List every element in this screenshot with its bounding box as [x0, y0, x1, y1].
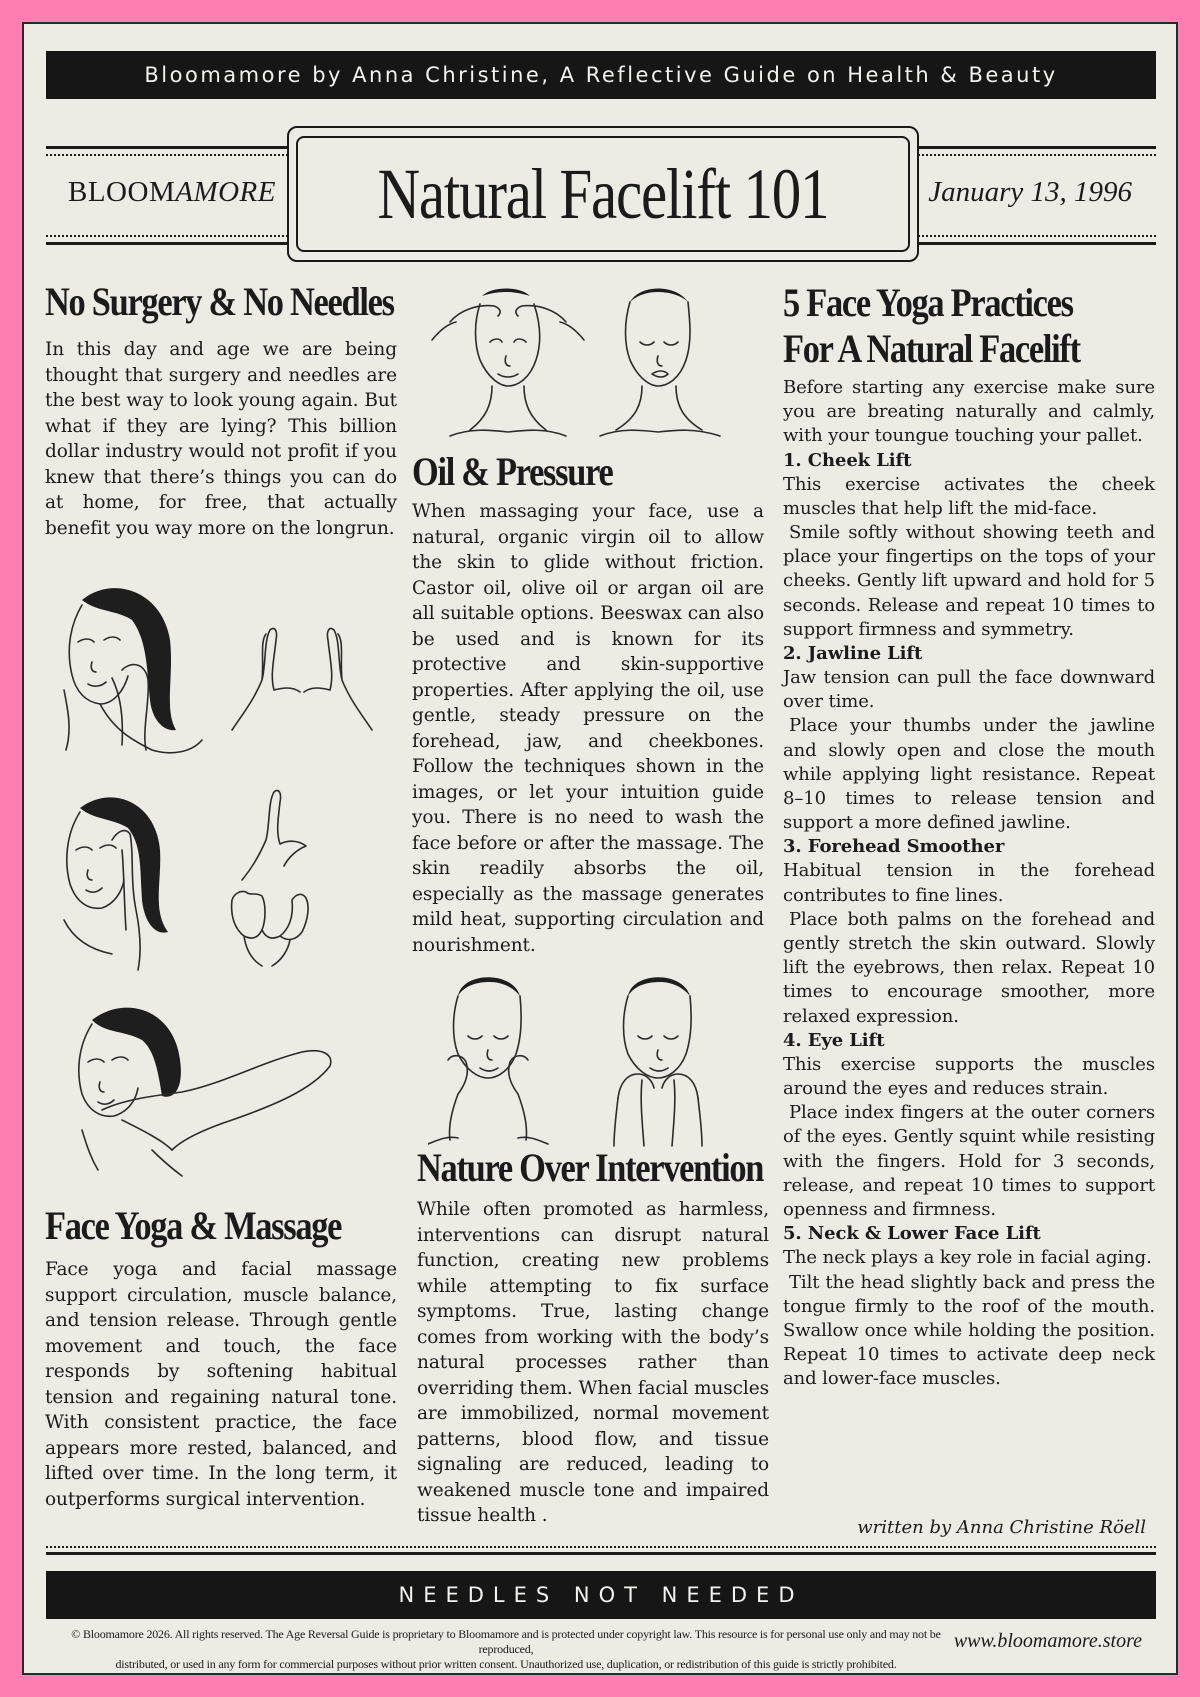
section-body: When massaging your face, use a natural, organic virgin oil to allow the skin to glide without friction. Castor oil, olive oil or argan oil are all suitable options. Beeswax can also be used and is known for its protective and skin-supportive properties. After applying the oil, use gentle, steady pressure on the forehead, jaw, and cheekbones. Follow the techniques shown in the images, or let your intuition guide you. There is no need to wash the face before or after the massage. The skin readily absorbs the oil, especially as the massage generates mild heat, supporting circulation and nourishment. — [412, 501, 764, 956]
practice-step-title: 1. Cheek Lift — [783, 449, 912, 471]
section-heading: Nature Over Intervention — [417, 1145, 764, 1190]
practice-step-instructions: Place both palms on the forehead and gently stretch the skin outward. Slowly lift the eyebrows, then relax. Repeat 10 times to encourage smoother, more relaxed expression. — [783, 908, 1155, 1027]
section-face-yoga — [45, 1203, 397, 1512]
practice-step-title: 3. Forehead Smoother — [783, 836, 1005, 858]
practice-step-purpose: This exercise activates the cheek muscles that help lift the mid-face. — [783, 473, 1155, 519]
copyright-line-1: © Bloomamore 2026. All rights reserved. The Age Reversal Guide is proprietary to Bloomamore and is protected under copyright law. This resource is for personal use only and may not be reproduced, — [71, 1627, 941, 1656]
practice-step-purpose: The neck plays a key role in facial aging. — [783, 1247, 1152, 1269]
woman-neck-stretch-illustration — [79, 1008, 331, 1176]
brand-prefix: BLOOM — [68, 176, 176, 208]
slogan-bar — [46, 1571, 1156, 1619]
woman-cheek-massage-illustration — [64, 588, 202, 753]
section-body: In this day and age we are being thought that surgery and needles are the best way to look young again. But what if they are lying? This billion dollar industry would not profit if you knew that there’s things you can do at home, for free, that actually benefit you way more on the longrun. — [45, 339, 397, 539]
section-body: While often promoted as harmless, interventions can disrupt natural function, creating new problems while attempting to fix surface symptoms. True, lasting change comes from working with the body’s natural processes rather than overriding them. When facial muscles are immobilized, normal movement patterns, blood flow, and tissue signaling are reduced, leading to weakened muscle tone and impaired tissue health . — [417, 1199, 769, 1526]
practice-step — [783, 1029, 1155, 1222]
section-nature-over-intervention — [417, 1145, 769, 1529]
section-body: Face yoga and facial massage support circulation, muscle balance, and tension release. Through gentle movement and touch, the face responds by softening habitual tension and regaining natural tone. With consistent practice, the face appears more rested, balanced, and lifted over time. In the long term, it outperforms surgical intervention. — [45, 1259, 397, 1510]
section-heading: Oil & Pressure — [412, 449, 613, 494]
brand-suffix: AMORE — [175, 176, 276, 208]
slogan-text: NEEDLES NOT NEEDED — [398, 1583, 804, 1607]
face-massage-illustrations — [52, 580, 402, 1180]
footer-solid-rule — [46, 1552, 1156, 1555]
section-heading: Face Yoga & Massage — [45, 1203, 342, 1248]
practice-step-purpose: Jaw tension can pull the face downward over time. — [783, 667, 1155, 713]
section-heading: No Surgery & No Needles — [45, 279, 394, 324]
practice-intro: Before starting any exercise make sure you are breating naturally and calmly, with your toungue touching your pallet. — [783, 377, 1155, 447]
practice-step — [783, 449, 1155, 642]
section-five-practices — [783, 280, 1155, 1392]
top-tagline-bar — [46, 51, 1156, 99]
section-no-surgery — [45, 279, 397, 541]
woman-temple-massage-illustration — [64, 797, 168, 970]
practice-step — [783, 642, 1155, 835]
copyright-line-2: distributed, or used in any form for commercial purposes without prior written consent. Unauthorized use, duplication, or redistribution of this guide is strictly prohibited. — [115, 1657, 897, 1671]
issue-date: January 13, 1996 — [928, 176, 1132, 208]
practice-step-purpose: This exercise supports the muscles around the eyes and reduces strain. — [783, 1053, 1155, 1100]
practice-step — [783, 1222, 1155, 1391]
practice-step-title: 5. Neck & Lower Face Lift — [783, 1223, 1041, 1245]
practice-step-purpose: Habitual tension in the forehead contributes to fine lines. — [783, 860, 1155, 906]
fists-illustration — [232, 891, 308, 966]
practice-step-instructions: Smile softly without showing teeth and place your fingertips on the tops of your cheeks. Gently lift upward and hold for 5 seconds. Release and repeat 10 times to support firmness and symmetry. — [783, 522, 1155, 640]
brand-wordmark — [68, 176, 276, 209]
face-jaw-knead-illustration — [428, 977, 548, 1144]
face-eyes-closed-illustration — [600, 289, 720, 437]
practice-step-title: 4. Eye Lift — [783, 1029, 885, 1051]
footer-dotted-rule — [46, 1546, 1156, 1548]
face-forehead-press-illustration — [432, 289, 584, 437]
copyright-notice — [46, 1627, 966, 1672]
face-chin-support-illustration — [614, 977, 702, 1146]
practice-step-instructions: Tilt the head slightly back and press the tongue firmly to the roof of the mouth. Swallow once while holding the position. Repeat 10 times to activate deep neck and lower-face muscles. — [783, 1271, 1155, 1390]
author-signature: written by Anna Christine Röell — [857, 1517, 1146, 1538]
hands-heart-illustration — [232, 628, 372, 730]
jaw-massage-illustrations — [428, 970, 748, 1148]
section-heading-line1: 5 Face Yoga Practices — [783, 280, 1073, 325]
hand-open-illustration — [242, 790, 306, 880]
section-heading-line2: For A Natural Facelift — [783, 326, 1080, 371]
practice-step-title: 2. Jawline Lift — [783, 643, 923, 665]
website-link[interactable]: www.bloomamore.store — [953, 1630, 1142, 1652]
forehead-massage-illustrations — [430, 282, 750, 440]
practice-step — [783, 835, 1155, 1028]
practice-step-instructions: Place your thumbs under the jawline and slowly open and close the mouth while applying light resistance. Repeat 8–10 times to release tension and support a more defined jawline. — [783, 715, 1155, 834]
page-title: Natural Facelift 101 — [377, 153, 829, 234]
section-oil-pressure — [412, 449, 764, 958]
title-frame — [296, 136, 910, 252]
tagline-text: Bloomamore by Anna Christine, A Reflective Guide on Health & Beauty — [144, 63, 1058, 87]
practice-step-instructions: Place index fingers at the outer corners of the eyes. Gently squint while resisting with the fingers. Hold for 3 seconds, release, and repeat 10 times to support openness and firmness. — [783, 1102, 1155, 1221]
